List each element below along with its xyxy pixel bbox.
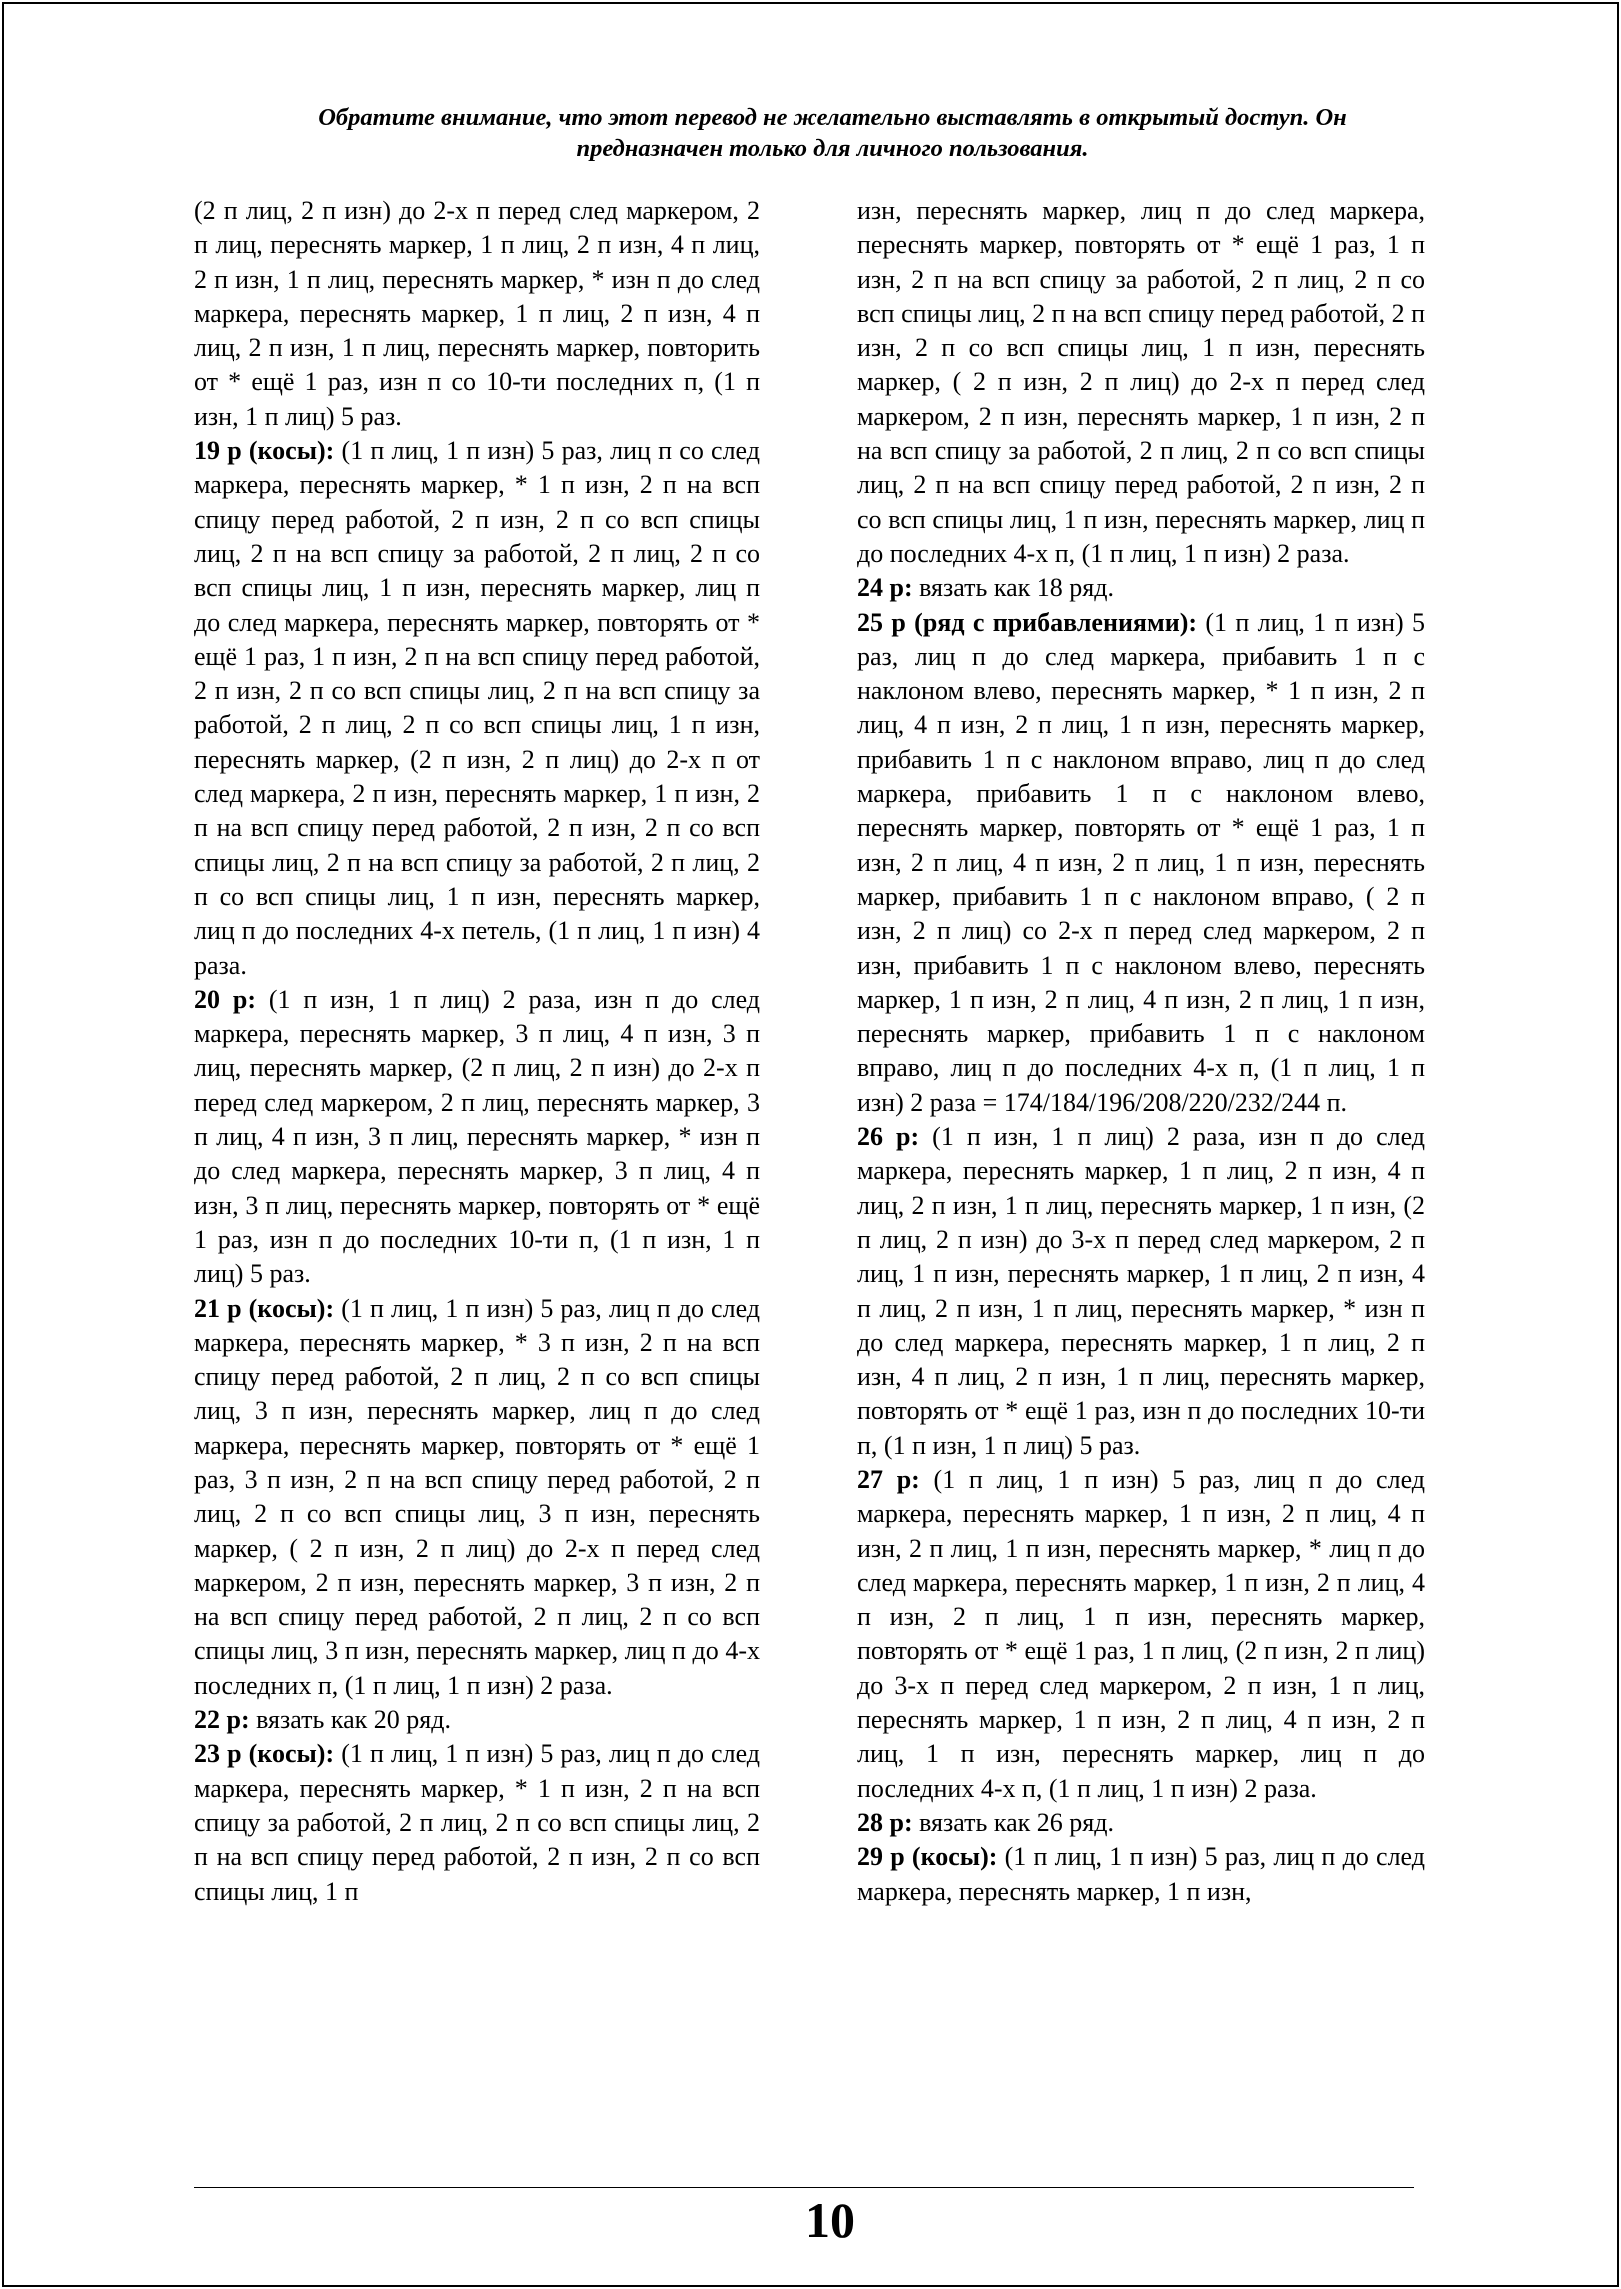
paragraph [857,1840,1425,1909]
row-text: (1 п изн, 1 п лиц) 2 раза, изн п до след маркера, переснять маркер, 1 п лиц, 2 п изн, 4 п лиц, 2 п изн, 1 п лиц, переснять маркер, 1 п изн, (2 п лиц, 2 п изн) до 3-х п перед след маркером, 2 п лиц, 1 п изн, переснять маркер, 1 п лиц, 2 п изн, 4 п лиц, 2 п изн, 1 п лиц, переснять маркер, * изн п до след маркера, переснять маркер, 1 п лиц, 2 п изн, 4 п лиц, 2 п изн, 1 п лиц, переснять маркер, повторять от * ещё 1 раз, изн п до последних 10-ти п, (1 п изн, 1 п лиц) 5 раз. [857,1122,1426,1460]
row-label: 27 р: [857,1464,920,1494]
row-label: 20 р: [194,984,256,1014]
row-text: вязать как 26 ряд. [912,1807,1114,1837]
row-text: (1 п лиц, 1 п изн) 5 раз, лиц п со след маркера, переснять маркер, * 1 п изн, 2 п на всп спицу перед работой, 2 п изн, 2 п со всп спицы лиц, 2 п на всп спицу за работой, 2 п лиц, 2 п со всп спицы лиц, 1 п изн, переснять маркер, лиц п до след маркера, переснять маркер, повторять от * ещё 1 раз, 1 п изн, 2 п на всп спицу перед работой, 2 п изн, 2 п со всп спицы лиц, 2 п на всп спицу за работой, 2 п лиц, 2 п со всп спицы лиц, 1 п изн, переснять маркер, (2 п изн, 2 п лиц) до 2-х п от след маркера, 2 п изн, переснять маркер, 1 п изн, 2 п на всп спицу перед работой, 2 п изн, 2 п со всп спицы лиц, 2 п на всп спицу за работой, 2 п лиц, 2 п со всп спицы лиц, 1 п изн, переснять маркер, лиц п до последних 4-х петель, (1 п лиц, 1 п изн) 4 раза. [194,436,760,980]
paragraph [194,983,760,1292]
paragraph [857,606,1425,1120]
row-label: 28 р: [857,1807,913,1837]
paragraph [194,1737,760,1908]
paragraph [857,571,1425,605]
paragraph [857,194,1425,571]
row-label: 19 р (косы): [194,436,335,466]
notice-line-1: Обратите внимание, что этот перевод не желательно выставлять в открытый доступ. Он [318,104,1347,131]
row-label: 21 р (косы): [194,1293,335,1323]
copyright-notice [150,102,1515,164]
paragraph [194,194,760,434]
paragraph [857,1463,1425,1806]
paragraph [194,1703,760,1737]
row-text: изн, переснять маркер, лиц п до след маркера, переснять маркер, повторять от * ещё 1 раз, 1 п изн, 2 п на всп спицу за работой, 2 п лиц, 2 п со всп спицы лиц, 2 п на всп спицу перед работой, 2 п изн, 2 п со всп спицы лиц, 1 п изн, переснять маркер, ( 2 п изн, 2 п лиц) до 2-х п перед след маркером, 2 п изн, переснять маркер, 1 п изн, 2 п на всп спицу за работой, 2 п лиц, 2 п со всп спицы лиц, 2 п на всп спицу перед работой, 2 п изн, 2 п со всп спицы лиц, 1 п изн, переснять маркер, лиц п до последних 4-х п, (1 п лиц, 1 п изн) 2 раза. [857,196,1426,568]
paragraph [857,1120,1425,1463]
row-label: 23 р (косы): [194,1739,335,1769]
row-text: (1 п лиц, 1 п изн) 5 раз, лиц п до след маркера, переснять маркер, 1 п изн, 2 п лиц, 4 п изн, 2 п лиц, 1 п изн, переснять маркер, * лиц п до след маркера, переснять маркер, 1 п изн, 2 п лиц, 4 п изн, 2 п лиц, 1 п изн, переснять маркер, повторять от * ещё 1 раз, 1 п лиц, (2 п изн, 2 п лиц) до 3-х п перед след маркером, 2 п изн, 1 п лиц, переснять маркер, 1 п изн, 2 п лиц, 4 п изн, 2 п лиц, 1 п изн, переснять маркер, лиц п до последних 4-х п, (1 п лиц, 1 п изн) 2 раза. [857,1464,1425,1803]
row-text: (1 п лиц, 1 п изн) 5 раз, лиц п до след маркера, переснять маркер, * 1 п изн, 2 п на всп спицу за работой, 2 п лиц, 2 п со всп спицы лиц, 2 п на всп спицу перед работой, 2 п изн, 2 п со всп спицы лиц, 1 п [194,1739,760,1906]
row-text: (2 п лиц, 2 п изн) до 2-х п перед след маркером, 2 п лиц, переснять маркер, 1 п лиц, 2 п изн, 4 п лиц, 2 п изн, 1 п лиц, переснять маркер, * изн п до след маркера, переснять маркер, 1 п лиц, 2 п изн, 4 п лиц, 2 п изн, 1 п лиц, переснять маркер, повторить от * ещё 1 раз, изн п со 10-ти последних п, (1 п изн, 1 п лиц) 5 раз. [194,196,760,431]
row-text: (1 п лиц, 1 п изн) 5 раз, лиц п до след маркера, переснять маркер, * 3 п изн, 2 п на всп спицу перед работой, 2 п лиц, 2 п со всп спицы лиц, 3 п изн, переснять маркер, лиц п до след маркера, переснять маркер, повторять от * ещё 1 раз, 3 п изн, 2 п на всп спицу перед работой, 2 п лиц, 2 п со всп спицы лиц, 3 п изн, переснять маркер, ( 2 п изн, 2 п лиц) до 2-х п перед след маркером, 2 п изн, переснять маркер, 3 п изн, 2 п на всп спицу перед работой, 2 п лиц, 2 п со всп спицы лиц, 3 п изн, переснять маркер, лиц п до 4-х последних п, (1 п лиц, 1 п изн) 2 раза. [194,1293,760,1700]
paragraph [857,1806,1425,1840]
page-number: 10 [805,2192,855,2248]
row-label: 29 р (косы): [857,1842,998,1872]
paragraph [194,434,760,983]
notice-line-2: предназначен только для личного пользования. [576,135,1089,162]
row-label: 24 р: [857,573,913,603]
row-label: 22 р: [194,1705,250,1735]
row-text: (1 п изн, 1 п лиц) 2 раза, изн п до след маркера, переснять маркер, 3 п лиц, 4 п изн, 3 п лиц, переснять маркер, (2 п лиц, 2 п изн) до 2-х п перед след маркером, 2 п лиц, переснять маркер, 3 п лиц, 4 п изн, 3 п лиц, переснять маркер, * изн п до след маркера, переснять маркер, 3 п лиц, 4 п изн, 3 п лиц, переснять маркер, повторять от * ещё 1 раз, изн п до последних 10-ти п, (1 п изн, 1 п лиц) 5 раз. [194,984,761,1289]
right-column [857,194,1425,1909]
footer-divider [194,2187,1414,2188]
row-text: (1 п лиц, 1 п изн) 5 раз, лиц п до след маркера, переснять маркер, 1 п изн, [857,1842,1425,1906]
row-text: вязать как 20 ряд. [249,1705,451,1735]
row-text: вязать как 18 ряд. [912,573,1114,603]
row-label: 25 р (ряд с прибавлениями): [857,607,1198,637]
row-text: (1 п лиц, 1 п изн) 5 раз, лиц п до след маркера, прибавить 1 п с наклоном влево, переснять маркер, * 1 п изн, 2 п лиц, 4 п изн, 2 п лиц, 1 п изн, переснять маркер, прибавить 1 п с наклоном вправо, лиц п до след маркера, прибавить 1 п с наклоном влево, переснять маркер, повторять от * ещё 1 раз, 1 п изн, 2 п лиц, 4 п изн, 2 п лиц, 1 п изн, переснять маркер, прибавить 1 п с наклоном вправо, ( 2 п изн, 2 п лиц) со 2-х п перед след маркером, 2 п изн, прибавить 1 п с наклоном влево, переснять маркер, 1 п изн, 2 п лиц, 4 п изн, 2 п лиц, 1 п изн, переснять маркер, прибавить 1 п с наклоном вправо, лиц п до последних 4-х п, (1 п лиц, 1 п изн) 2 раза = 174/184/196/208/220/232/244 п. [857,607,1425,1117]
left-column [194,194,760,1909]
paragraph [194,1292,760,1704]
row-label: 26 р: [857,1122,920,1152]
